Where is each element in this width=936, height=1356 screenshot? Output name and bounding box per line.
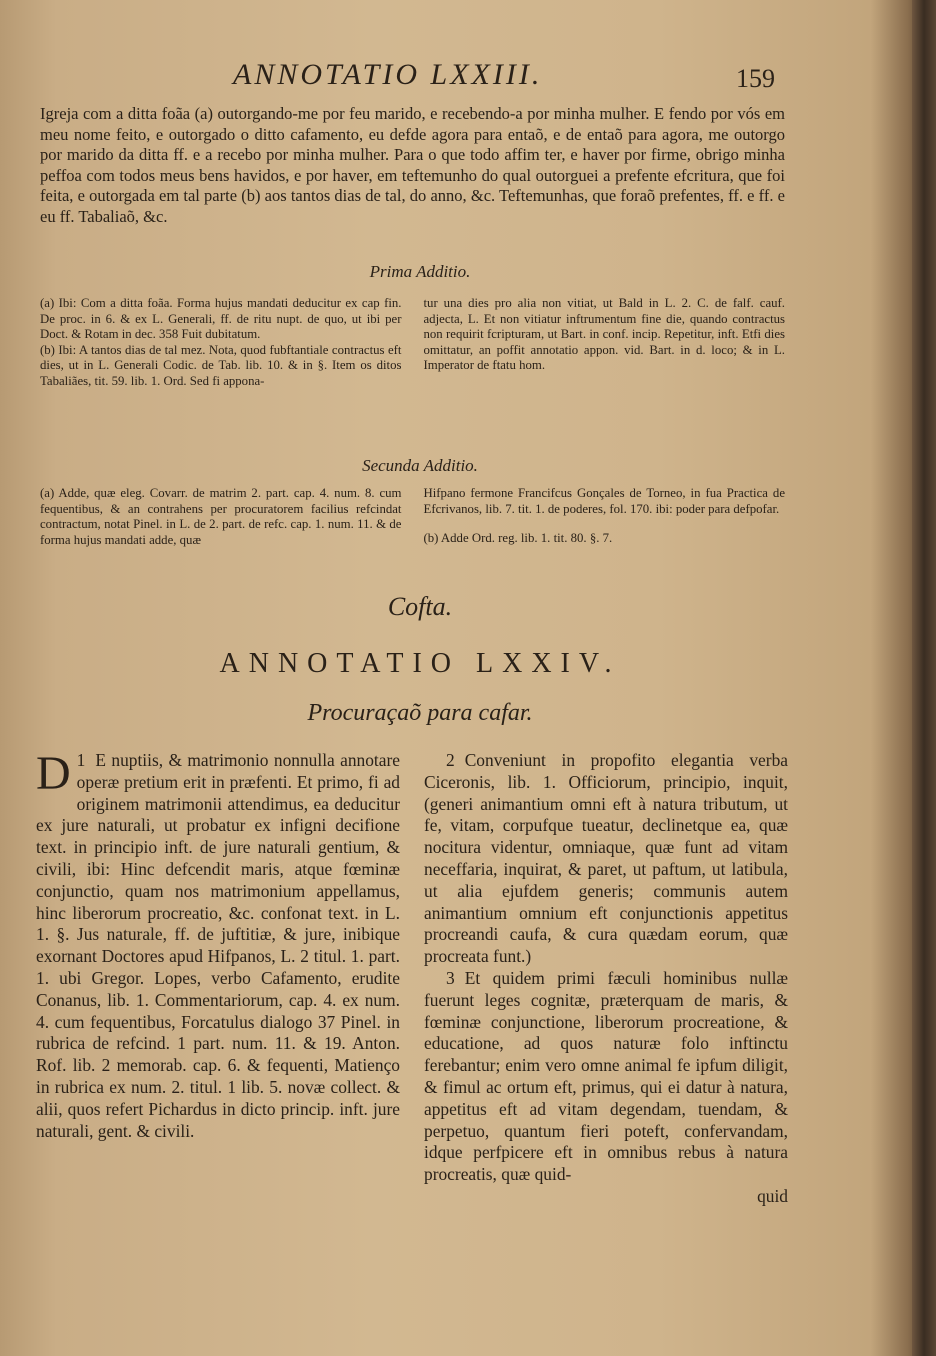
paragraph-3 [424, 968, 788, 1186]
page-header [0, 58, 900, 98]
paragraph-number: 3 [446, 967, 455, 988]
note-b: (b) Ibi: A tantos dias de tal mez. Nota, quod fubftantiale contractus eft dies, ut in L. Generali Codic. de Tab. lib. 10. & in §. Item os ditos Tabaliães, tit. 59. lib. 1. Ord. Sed fi appona- [40, 342, 402, 388]
paragraph-number: 2 [446, 750, 455, 770]
prima-additio-notes [40, 296, 785, 389]
left-column [36, 747, 400, 1208]
secunda-additio-title: Secunda Additio. [362, 456, 478, 475]
annotatio-title: ANNOTATIO LXXIV. [219, 648, 621, 679]
secunda-additio-left [40, 486, 402, 548]
paragraph-text: Et quidem primi fæculi hominibus nullæ fuerunt leges cognitæ, præterquam de maris, & fœminæ conjunctione, liberorum procreatione, & educatione, ad quos naturæ folo inftinctu ferebantur; enim vero omne animal fe ipfum diligit, & fimul ac ortum eft, primus, qui ei datur à natura, appetitus eft ad vitam degendam, tuendam, & perpetuo, quantum fieri poteft, confervandam, idque perfpicere eft in omnibus rebus à natura procreatis, quæ quid- [424, 967, 788, 1185]
note-a: (a) Ibi: Com a ditta foãa. Forma hujus mandati deducitur ex cap fin. De proc. in 6. & ex L. Generali, ff. de ritu nupt. de quo, ut ibi per Doct. & Rotam in dec. 358 Fuit dubitatum. [40, 296, 402, 341]
paragraph-text: Conveniunt in propofito elegantia verba Ciceronis, lib. 1. Officiorum, principio, inquit, (generi animantium omni eft à natura tributum, ut fe, vitam, corpufque tueatur, declinetque ea, quæ nocitura videntur, omniaque, quæ funt ad vitam neceffaria, inquirat, & paret, ut paftum, ut latibula, ut alia ejufdem generis; communis autem animantium omnium eft conjunctionis appetitus procreandi caufa, & cura quædam eorum, quæ procreata funt.) [424, 750, 788, 967]
note-b: (b) Adde Ord. reg. lib. 1. tit. 80. §. 7. [423, 531, 613, 545]
deed-text: Igreja com a ditta foãa (a) outorgando-me por feu marido, e recebendo-a por minha mulher. E fendo por vós em meu nome feito, e outorgado o ditto cafamento, eu defde agora para entaõ, e de entaõ para agora, me outorgo por marido da ditta ff. e a recebo por minha mulher. Para o que todo affim ter, e haver por firme, obrigo minha peffoa com todos meus bens havidos, e por haver, em teftemunho do qual outorguei a prefente efcritura, que foi feita, e outorgada em tal parte (b) aos tantos dias de tal, do anno, &c. Teftemunhas, que foraõ prefentes, ff. e ff. e eu ff. Tabaliaõ, &c. [40, 104, 785, 226]
paragraph-text: E nuptiis, & matrimonio nonnulla annotare operæ pretium erit in præfenti. Et primo, fi ad originem matrimonii attendimus, ea deducitur ex jure naturali, ut probatur ex infigni decifione text. in principio inft. de jure naturali gentium, & civili, ibi: Hinc defcendit maris, atque fœminæ conjunctio, quam nos matrimonium appellamus, hinc liberorum procreatio, &c. confonat text. in L. 1. §. Jus naturale, ff. de juftitiæ, & jure, inibique exornant Doctores apud Hifpanos, L. 2 titul. 1. part. 1. ubi Gregor. Lopes, verbo Cafamento, erudite Conanus, lib. 1. Commentariorum, cap. 4. ex num. 4. cum fequentibus, Forcatulus dialogo 37 Pinel. in rubrica de refcind. 1 part. num. 11. & 19. Anton. Rof. lib. 2 memorab. cap. 6. & fequenti, Matienço in rubrica ex num. 2. titul. 1 lib. 5. novæ collect. & alii, quos refert Pichardus in dicto princip. inft. jure naturali, gent. & civili. [36, 750, 400, 1141]
right-column [424, 750, 788, 1208]
paragraph-1 [36, 747, 400, 1142]
main-text-columns [36, 747, 788, 1208]
paragraph-number: 1 [76, 750, 86, 770]
note-a-continued: Hifpano fermone Francifcus Gonçales de Torneo, in fua Practica de Efcrivanos, lib. 7. tit. 1. de poderes, fol. 170. ibi: poder para defpofar. [423, 486, 785, 516]
note-b-continued: tur una dies pro alia non vitiat, ut Bald in L. 2. C. de falf. cauf. adjecta, L. Et non vitiatur inftrumentum fine die, quando contractus non requirit fcripturam, ut Bart. in conf. incip. Repetitur, inft. Etfi dies omittatur, an poffit annotatio appon. vid. Bart. in d. loco; & in L. Imperator de ftatu hom. [423, 296, 785, 372]
drop-cap: D [36, 747, 71, 800]
page-number: 159 [736, 64, 775, 93]
catchword: quid [757, 1185, 788, 1206]
note-a: (a) Adde, quæ eleg. Covarr. de matrim 2. part. cap. 4. num. 8. cum fequentibus, & an contrahens per procuratorem facilius refcindat contractum, notat Pinel. in L. de 2. part. de refc. cap. 1. num. 11. & de forma hujus mandati adde, quæ [40, 486, 402, 547]
page-edge [912, 0, 936, 1356]
secunda-additio-notes [40, 486, 785, 548]
paragraph-2 [424, 750, 788, 968]
prima-additio-right [424, 296, 786, 389]
running-title: ANNOTATIO LXXIII. [233, 58, 543, 91]
prima-additio-title: Prima Additio. [369, 262, 471, 281]
section-title: Procuraçaõ para cafar. [307, 700, 533, 726]
secunda-additio-right [424, 486, 786, 548]
prima-additio-left [40, 296, 402, 389]
author-attribution: Cofta. [387, 592, 453, 621]
